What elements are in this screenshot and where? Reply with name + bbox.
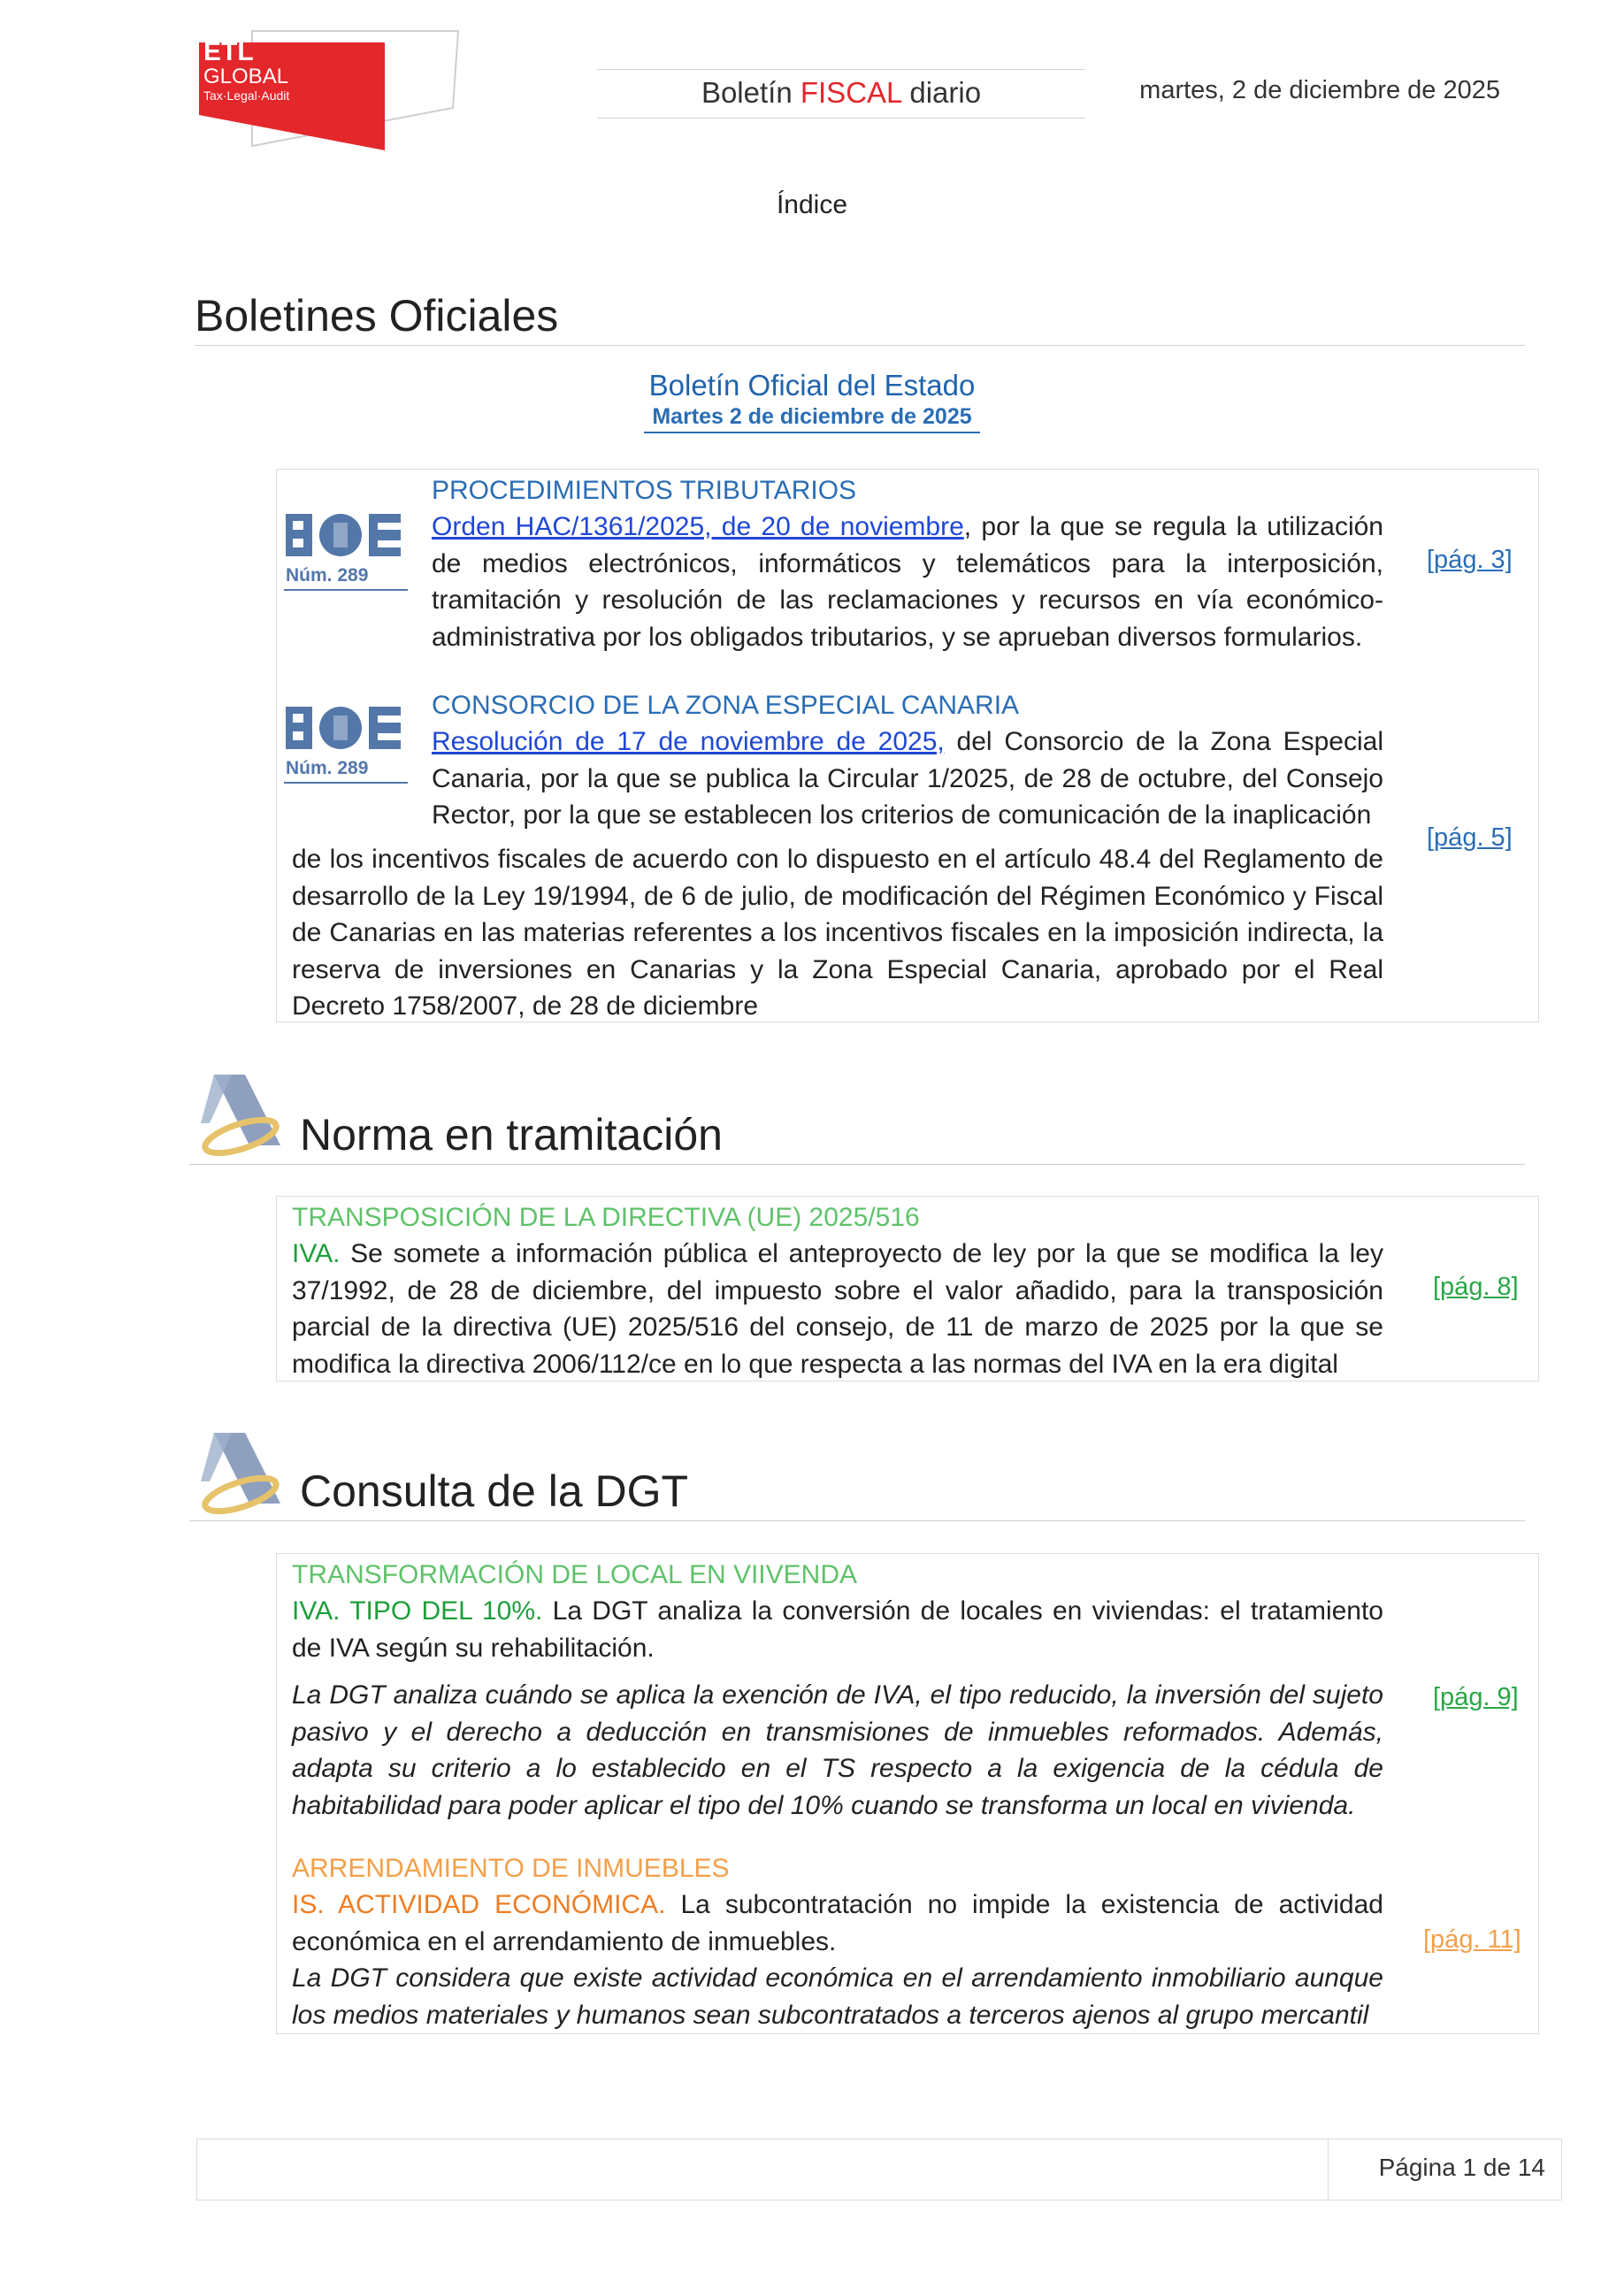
entry-text: IS. ACTIVIDAD ECONÓMICA. La subcontratación no impide la existencia de actividad económica en el arrendamiento de inmuebles. <box>292 1890 1383 1956</box>
entry-lead: IVA. TIPO DEL 10%. <box>292 1596 543 1626</box>
consulta-entry-2 <box>292 1851 1383 2033</box>
entry-category: ARRENDAMIENTO DE INMUEBLES <box>292 1854 730 1883</box>
boe-number: Núm. 289 <box>284 758 408 784</box>
page-link-9[interactable]: [pág. 9] <box>1433 1683 1519 1711</box>
norma-box <box>276 1196 1539 1381</box>
boe-name: Boletín Oficial del Estado <box>648 369 976 402</box>
boletines-box <box>276 469 1539 1022</box>
boe-logo-icon <box>284 701 402 754</box>
entry-link[interactable]: Resolución de 17 de noviembre de 2025, <box>432 727 945 756</box>
entry-category: TRANSFORMACIÓN DE LOCAL EN VIIVENDA <box>292 1560 857 1589</box>
consulta-box <box>276 1553 1539 2034</box>
consulta-entry-1 <box>292 1557 1383 1824</box>
entry-category: TRANSPOSICIÓN DE LA DIRECTIVA (UE) 2025/516 <box>292 1203 920 1232</box>
page-link-5[interactable]: [pág. 5] <box>1427 823 1513 852</box>
logo-global-text: GLOBAL <box>203 65 289 88</box>
entry-lead: IVA. <box>292 1239 341 1268</box>
entry-text: IVA. TIPO DEL 10%. La DGT analiza la conversión de locales en viviendas: el tratamiento de IVA según su rehabilitación. <box>292 1596 1383 1663</box>
bulletin-title: Boletín FISCAL diario <box>597 69 1085 119</box>
boe-badge <box>284 509 408 591</box>
logo-tagline: Tax·Legal·Audit <box>203 88 290 103</box>
page-number: Página 1 de 14 <box>1378 2154 1545 2181</box>
boe-header <box>0 369 1624 433</box>
page-link-11[interactable]: [pág. 11] <box>1423 1925 1521 1954</box>
boe-number: Núm. 289 <box>284 565 408 591</box>
entry-summary: La DGT considera que existe actividad económica en el arrendamiento inmobiliario aunque los medios materiales y humanos sean subcontratados a terceros ajenos al grupo mercantil <box>292 1963 1383 2030</box>
entry-text-continued: de los incentivos fiscales de acuerdo con lo dispuesto en el artículo 48.4 del Reglamento de desarrollo de la Ley 19/1994, de 6 de julio, de modificación del Régimen Económico y Fiscal de Canarias en las materias referentes a los incentivos fiscales en la imposición indirecta, la reserva de inversiones en Canarias y la Zona Especial Canaria, aprobado por el Real Decreto 1758/2007, de 28 de diciembre <box>292 845 1383 1021</box>
section-title-norma: Norma en tramitación <box>189 1109 1525 1165</box>
page-link-3[interactable]: [pág. 3] <box>1427 546 1513 574</box>
page-link-8[interactable]: [pág. 8] <box>1433 1273 1519 1301</box>
section-title-boletines: Boletines Oficiales <box>195 290 1525 346</box>
entry-lead: IS. ACTIVIDAD ECONÓMICA. <box>292 1890 666 1919</box>
norma-entry <box>292 1200 1383 1382</box>
entry-text: Orden HAC/1361/2025, de 20 de noviembre, por la que se regula la utilización de medios electrónicos, informáticos y telemáticos para la interposición, tramitación y resolución de las reclamaciones y recursos en vía económico-administrativa por los obligados tributarios, y se aprueban diversos formularios. <box>432 512 1383 652</box>
footer-divider <box>1328 2139 1329 2200</box>
entry-text: IVA. Se somete a información pública el anteproyecto de ley por la que se modifica la ley 37/1992, de 28 de diciembre, del impuesto sobre el valor añadido, para la transposición parcial de la directiva (UE) 2025/516 del consejo, de 11 de marzo de 2025 por la que se modifica la directiva 2006/112/ce en lo que respecta a las normas del IVA en la era digital <box>292 1239 1383 1379</box>
entry-text: Resolución de 17 de noviembre de 2025, del Consorcio de la Zona Especial Canaria, por la que se publica la Circular 1/2025, de 28 de octubre, del Consejo Rector, por la que se establecen los criterios de comunicación de la inaplicación <box>432 727 1384 830</box>
boe-date: Martes 2 de diciembre de 2025 <box>652 404 972 429</box>
index-title: Índice <box>776 190 848 219</box>
boe-entry-2 <box>432 688 1383 834</box>
boe-badge <box>284 701 408 784</box>
etl-global-logo <box>195 27 460 155</box>
entry-category: PROCEDIMIENTOS TRIBUTARIOS <box>432 476 857 505</box>
page-footer <box>196 2139 1562 2200</box>
logo-etl-text: ETL <box>203 37 254 66</box>
entry-link[interactable]: Orden HAC/1361/2025, de 20 de noviembre <box>432 512 964 541</box>
boe-logo-icon <box>284 509 402 562</box>
section-title-consulta: Consulta de la DGT <box>189 1466 1525 1521</box>
entry-category: CONSORCIO DE LA ZONA ESPECIAL CANARIA <box>432 691 1020 720</box>
entry-summary: La DGT analiza cuándo se aplica la exención de IVA, el tipo reducido, la inversión del sujeto pasivo y el derecho a deducción en transmisiones de inmuebles reformados. Además, adapta su criterio a lo establecido en el TS respecto a la exigencia de la cédula de habitabilidad para poder aplicar el tipo del 10% cuando se transforma un local en vivienda. <box>292 1680 1383 1820</box>
issue-date: martes, 2 de diciembre de 2025 <box>1139 76 1500 104</box>
